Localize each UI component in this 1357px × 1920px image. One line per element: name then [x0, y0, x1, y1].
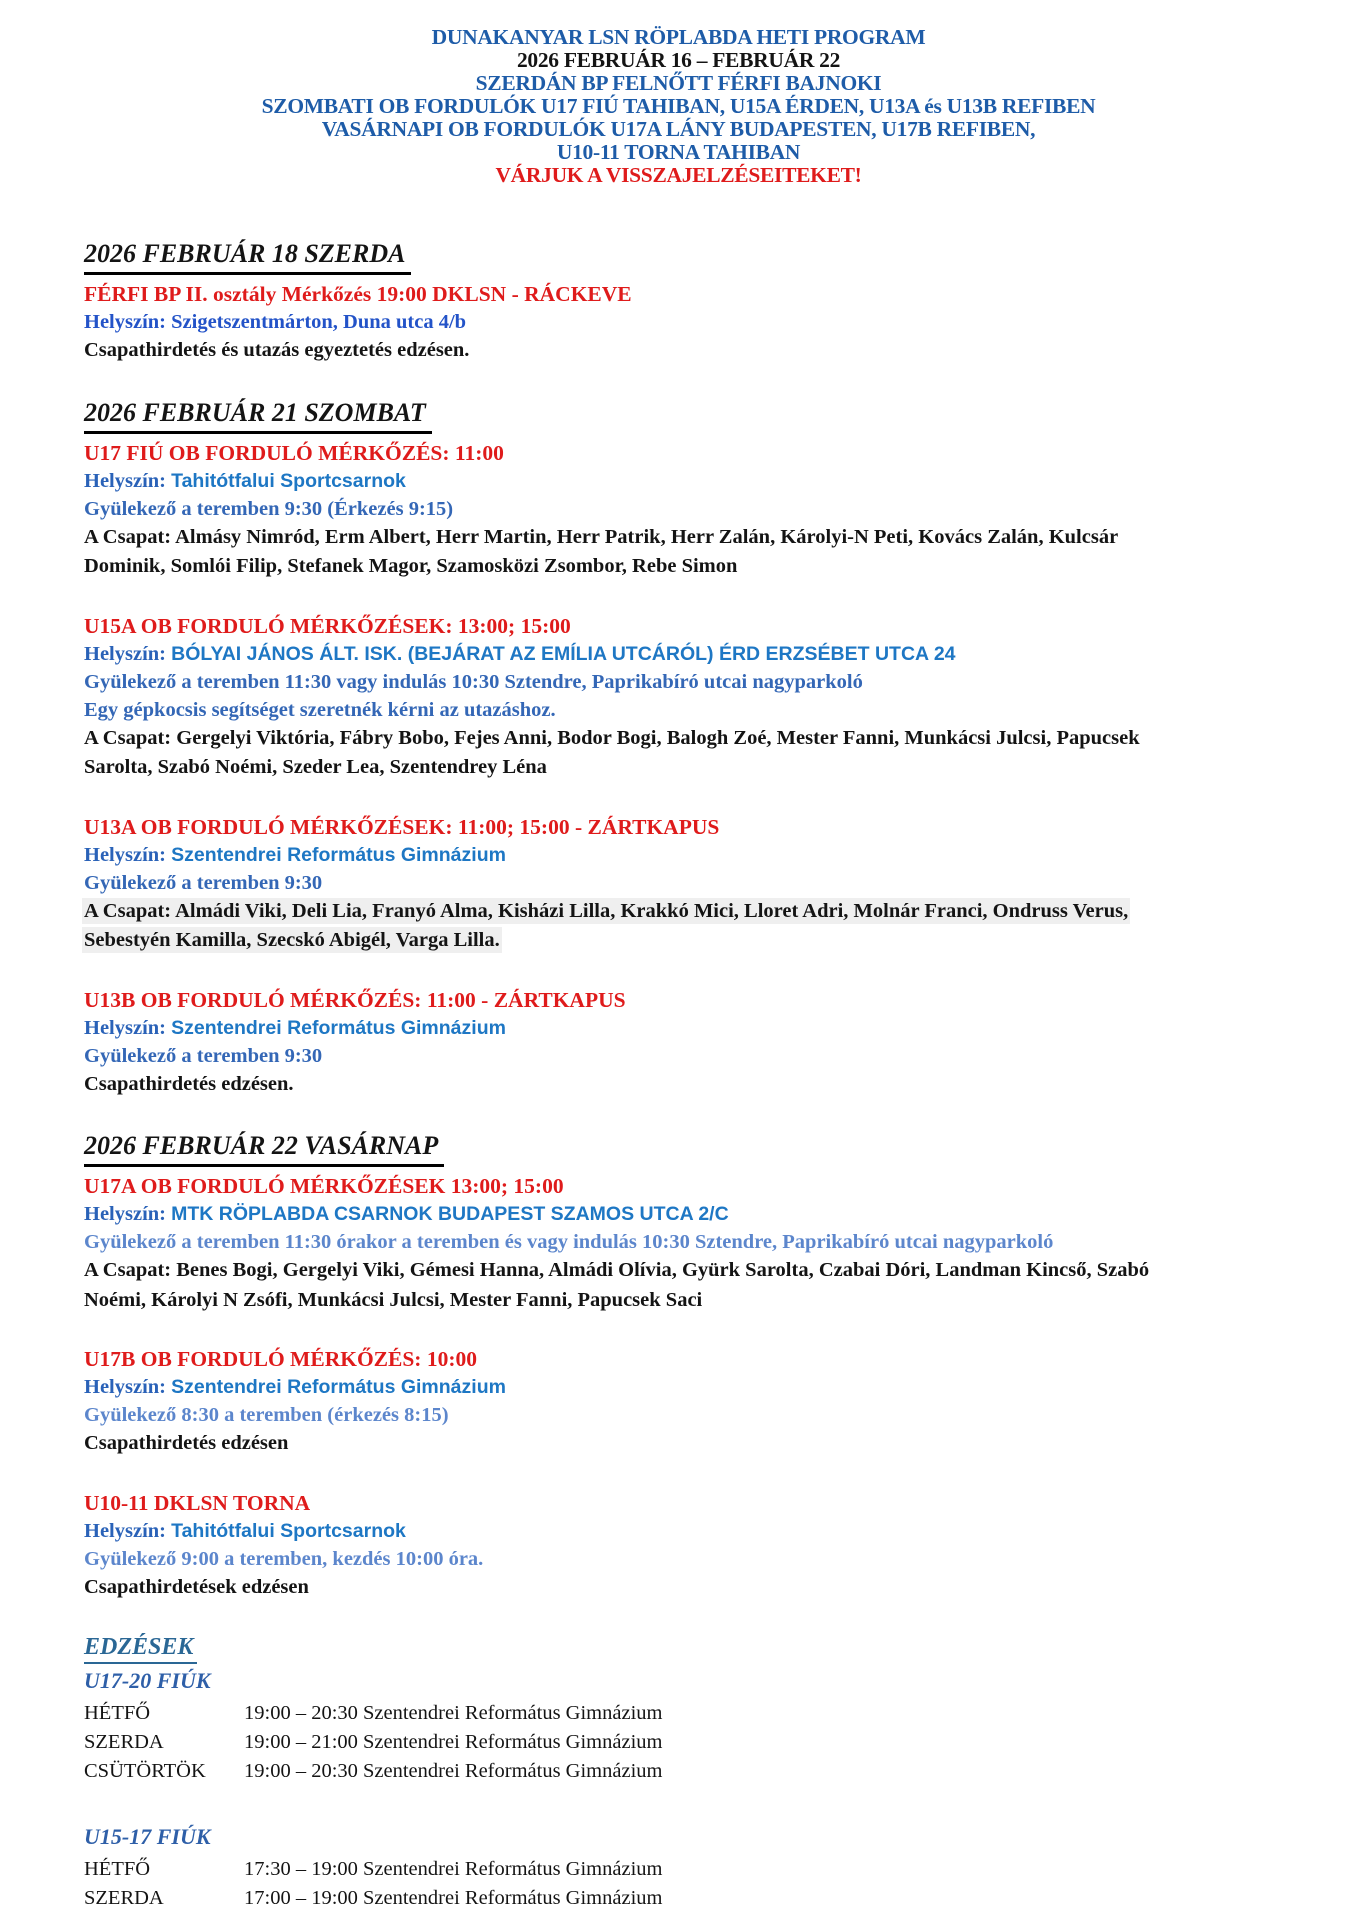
date-heading-text: 2026 FEBRUÁR 22 VASÁRNAP — [84, 1129, 444, 1167]
header-line: SZERDÁN BP FELNŐTT FÉRFI BAJNOKI — [475, 71, 882, 95]
date-heading-text: 2026 FEBRUÁR 21 SZOMBAT — [84, 396, 432, 434]
venue-name: Szentendrei Református Gimnázium — [171, 843, 506, 866]
date-heading — [84, 396, 1317, 434]
venue-name: Szentendrei Református Gimnázium — [171, 1016, 506, 1039]
meeting-info-line: Gyülekező a teremben 9:30 (Érkezés 9:15) — [84, 497, 454, 520]
header-line: SZOMBATI OB FORDULÓK U17 FIÚ TAHIBAN, U15A ÉRDEN, U13A és U13B REFIBEN — [261, 94, 1096, 118]
venue-name: Tahitótfalui Sportcsarnok — [171, 469, 406, 492]
meeting-info-line: Egy gépkocsis segítséget szeretnék kérni az utazáshoz. — [84, 698, 556, 721]
venue-name: MTK RÖPLABDA CSARNOK BUDAPEST SZAMOS UTCA 2/C — [171, 1203, 729, 1225]
training-group — [84, 1666, 1357, 1786]
meeting-info-line: Gyülekező a teremben 11:30 órakor a teremben és vagy indulás 10:30 Sztendre, Paprikabíró utcai nagyparkoló — [84, 1231, 1054, 1253]
training-time-venue: 19:00 – 21:00 Szentendrei Református Gimnázium — [244, 1731, 663, 1753]
note-line: Csapathirdetés edzésen — [84, 1432, 289, 1454]
training-day: SZERDA — [84, 1731, 164, 1753]
meeting-info-line: Gyülekező a teremben 9:30 — [84, 871, 323, 894]
training-time-venue: 17:00 – 19:00 Szentendrei Református Gimnázium — [244, 1887, 663, 1909]
venue-line — [84, 1200, 1317, 1228]
training-row — [84, 1699, 1357, 1728]
venue-label: Helyszín: — [84, 1519, 172, 1542]
training-day: HÉTFŐ — [84, 1702, 151, 1724]
training-group-name: U15-17 FIÚK — [84, 1824, 211, 1849]
venue-line — [84, 1517, 1317, 1545]
note-line: Csapathirdetés és utazás egyeztetés edzésen. — [84, 339, 470, 361]
venue-label: Helyszín: — [84, 311, 172, 333]
venue-name: BÓLYAI JÁNOS ÁLT. ISK. (BEJÁRAT AZ EMÍLIA UTCÁRÓL) ÉRD ERZSÉBET UTCA 24 — [171, 642, 956, 665]
team-roster-line: A Csapat: Gergelyi Viktória, Fábry Bobo, Fejes Anni, Bodor Bogi, Balogh Zoé, Mester Fanni, Munkácsi Julcsi, Papucsek — [84, 726, 1140, 749]
event-heading: U10-11 DKLSN TORNA — [84, 1490, 311, 1515]
section-2026-februar-22-vasarnap-u17a — [84, 1129, 1317, 1315]
training-heading — [84, 1632, 1357, 1664]
note-line: Csapathirdetés edzésen. — [84, 1072, 294, 1095]
date-heading — [84, 1129, 1317, 1167]
event-heading: U17A OB FORDULÓ MÉRKŐZÉSEK 13:00; 15:00 — [84, 1174, 564, 1198]
team-roster-line: A Csapat: Benes Bogi, Gergelyi Viki, Gémesi Hanna, Almádi Olívia, Gyürk Sarolta, Czabai Dóri, Landman Kincső, Szabó — [84, 1259, 1150, 1281]
date-heading — [84, 237, 1317, 275]
event-heading: U17B OB FORDULÓ MÉRKŐZÉS: 10:00 — [84, 1347, 477, 1371]
event-heading: U13B OB FORDULÓ MÉRKŐZÉS: 11:00 - ZÁRTKAPUS — [84, 987, 626, 1012]
training-row — [84, 1855, 1357, 1884]
section-u13b — [84, 986, 1317, 1100]
section-u17b — [84, 1345, 1317, 1459]
document-header — [0, 26, 1357, 187]
venue-label: Helyszín: — [84, 642, 172, 665]
training-row — [84, 1884, 1357, 1913]
training-day: HÉTFŐ — [84, 1858, 151, 1880]
meeting-info-line: Gyülekező 9:00 a teremben, kezdés 10:00 óra. — [84, 1547, 484, 1570]
training-heading-text: EDZÉSEK — [84, 1632, 197, 1664]
header-line: U10-11 TORNA TAHIBAN — [556, 140, 801, 164]
venue-name: Tahitótfalui Sportcsarnok — [171, 1519, 406, 1542]
venue-line — [84, 1014, 1317, 1042]
meeting-info-line: Gyülekező a teremben 9:30 — [84, 1044, 323, 1067]
event-heading: U17 FIÚ OB FORDULÓ MÉRKŐZÉS: 11:00 — [84, 440, 504, 465]
venue-line — [84, 1373, 1317, 1401]
venue-line — [84, 467, 1317, 495]
venue-line — [84, 841, 1317, 869]
venue-label: Helyszín: — [84, 843, 172, 866]
training-time-venue: 17:30 – 19:00 Szentendrei Református Gimnázium — [244, 1858, 663, 1880]
document-body — [84, 237, 1317, 1602]
header-line: VÁRJUK A VISSZAJELZÉSEITEKET! — [495, 163, 862, 187]
section-2026-februar-18-szerda — [84, 237, 1317, 366]
section-2026-februar-21-szombat-u17-fiu — [84, 396, 1317, 582]
team-roster-line — [84, 897, 1317, 927]
event-heading: U15A OB FORDULÓ MÉRKŐZÉSEK: 13:00; 15:00 — [84, 613, 571, 638]
training-day: SZERDA — [84, 1887, 164, 1909]
venue-name: Szentendrei Református Gimnázium — [171, 1376, 506, 1398]
highlighted-text: A Csapat: Almádi Viki, Deli Lia, Franyó Alma, Kisházi Lilla, Krakkó Mici, Lloret Adri, Molnár Franci, Ondruss Verus, — [84, 899, 1129, 922]
header-line: DUNAKANYAR LSN RÖPLABDA HETI PROGRAM — [431, 25, 926, 49]
training-time-venue: 19:00 – 20:30 Szentendrei Református Gimnázium — [244, 1702, 663, 1724]
header-line: 2026 FEBRUÁR 16 – FEBRUÁR 22 — [516, 48, 841, 72]
venue-line — [84, 640, 1317, 668]
note-line: Dominik, Somlói Filip, Stefanek Magor, Szamosközi Zsombor, Rebe Simon — [84, 555, 738, 577]
meeting-info-line: Gyülekező 8:30 a teremben (érkezés 8:15) — [84, 1404, 449, 1426]
training-row — [84, 1728, 1357, 1757]
event-heading: U13A OB FORDULÓ MÉRKŐZÉSEK: 11:00; 15:00 - ZÁRTKAPUS — [84, 814, 720, 839]
training-schedule — [84, 1632, 1357, 1913]
note-line: Noémi, Károlyi N Zsófi, Munkácsi Julcsi, Mester Fanni, Papucsek Saci — [84, 1288, 703, 1311]
training-row — [84, 1757, 1357, 1786]
venue-label: Helyszín: — [84, 1016, 172, 1039]
training-group-name: U17-20 FIÚK — [84, 1668, 211, 1693]
venue-name: Szigetszentmárton, Duna utca 4/b — [171, 311, 467, 333]
note-line — [84, 926, 1317, 956]
training-group — [84, 1822, 1357, 1913]
section-u15a — [84, 612, 1317, 783]
venue-line — [84, 308, 1317, 336]
venue-label: Helyszín: — [84, 469, 172, 492]
meeting-info-line: Gyülekező a teremben 11:30 vagy indulás 10:30 Sztendre, Paprikabíró utcai nagyparkoló — [84, 670, 863, 693]
section-u13a — [84, 813, 1317, 956]
note-line: Csapathirdetések edzésen — [84, 1575, 309, 1598]
training-time-venue: 19:00 – 20:30 Szentendrei Református Gimnázium — [244, 1760, 663, 1782]
highlighted-text: Sebestyén Kamilla, Szecskó Abigél, Varga Lilla. — [84, 929, 500, 951]
header-line: VASÁRNAPI OB FORDULÓK U17A LÁNY BUDAPESTEN, U17B REFIBEN, — [321, 117, 1036, 141]
date-heading-text: 2026 FEBRUÁR 18 SZERDA — [84, 237, 411, 275]
note-line: Sarolta, Szabó Noémi, Szeder Lea, Szentendrey Léna — [84, 756, 547, 778]
team-roster-line: A Csapat: Almásy Nimród, Erm Albert, Herr Martin, Herr Patrik, Herr Zalán, Károlyi-N Peti, Kovács Zalán, Kulcsár — [84, 525, 1119, 548]
training-day: CSÜTÖRTÖK — [84, 1760, 206, 1782]
section-u10-11 — [84, 1489, 1317, 1603]
event-heading: FÉRFI BP II. osztály Mérkőzés 19:00 DKLSN - RÁCKEVE — [84, 282, 632, 306]
venue-label: Helyszín: — [84, 1376, 172, 1398]
venue-label: Helyszín: — [84, 1203, 172, 1225]
